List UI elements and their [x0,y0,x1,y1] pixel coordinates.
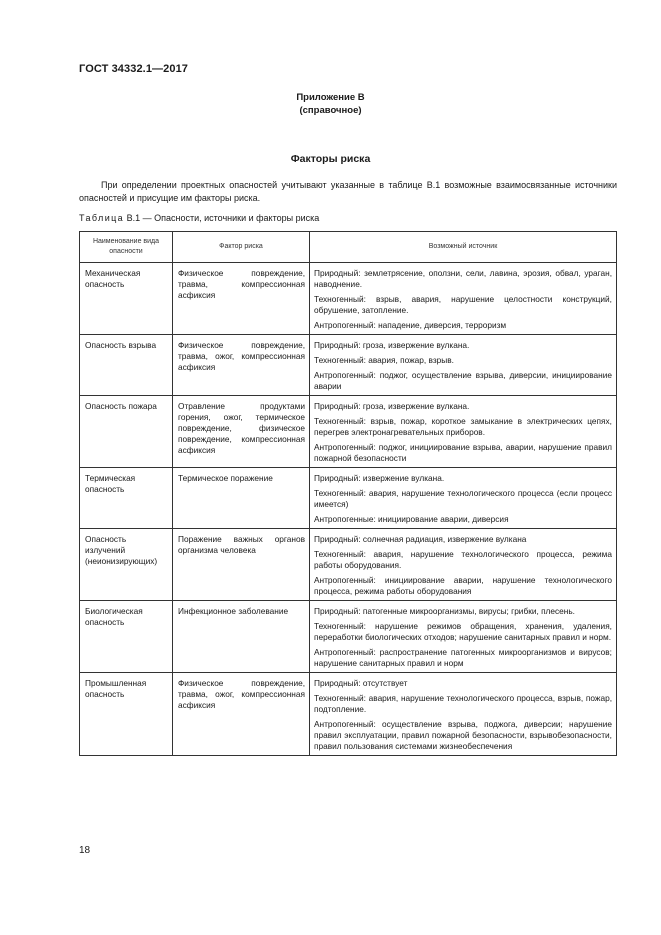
source-natural: Природный: солнечная радиация, извержение вулкана [314,534,527,544]
risk-factors-table [79,231,617,756]
source-technogenic: Техногенный: авария, нарушение технологического процесса (если процесс имеется) [314,488,612,509]
source-natural: Природный: отсутствует [314,678,408,688]
factor-cell: Инфекционное заболевание [173,601,310,673]
source-technogenic: Техногенный: авария, нарушение технологического процесса, взрыв, пожар, подтопление. [314,693,612,714]
table-row [80,601,617,673]
source-technogenic: Техногенный: взрыв, авария, нарушение целостности конструкций, обрушение, затопление. [314,294,612,315]
source-cell [310,263,617,335]
source-cell [310,468,617,529]
page-number: 18 [79,845,91,856]
source-cell [310,529,617,601]
source-cell [310,673,617,756]
table-caption [79,213,319,223]
hazard-cell: Механическая опасность [80,263,173,335]
table-row [80,468,617,529]
intro-paragraph: При определении проектных опасностей учитывают указанные в таблице В.1 возможные взаимосвязанные источники опасностей и присущие им факторы риска. [79,180,617,203]
factor-cell: Физическое повреждение, травма, компрессионная асфиксия [173,263,310,335]
header-possible-source: Возможный источник [310,232,617,263]
hazard-cell: Биологическая опасность [80,601,173,673]
factor-cell: Отравление продуктами горения, ожог, термическое повреждение, физическое повреждение, компрессионная асфиксия [173,396,310,468]
source-cell [310,601,617,673]
hazard-cell: Опасность излучений (неионизирующих) [80,529,173,601]
table-row [80,396,617,468]
source-natural: Природный: извержение вулкана. [314,473,445,483]
source-anthropogenic: Антропогенный: инициирование аварии, нарушение технологического процесса, режима работы оборудования [314,575,612,596]
source-anthropogenic: Антропогенный: поджог, инициирование взрыва, аварии, нарушение правил пожарной безопасности [314,442,612,463]
section-title: Факторы риска [290,153,371,165]
source-cell [310,396,617,468]
source-technogenic: Техногенный: нарушение режимов обращения, хранения, удаления, переработки биологических отходов; нарушение санитарных правил и норм. [314,621,612,642]
source-anthropogenic: Антропогенный: осуществление взрыва, поджога, диверсии; нарушение правил эксплуатации, правил пожарной безопасности, взрывобезопасности, правил пользования системами жизнеобеспечения [314,719,612,751]
source-natural: Природный: землетрясение, оползни, сели, лавина, эрозия, обвал, ураган, наводнение. [314,268,612,289]
table-caption-text: В.1 — Опасности, источники и факторы риска [124,213,320,223]
document-code: ГОСТ 34332.1—2017 [79,63,189,75]
hazard-cell: Термическая опасность [80,468,173,529]
appendix-heading [0,91,661,117]
source-technogenic: Техногенный: авария, пожар, взрыв. [314,355,454,365]
hazard-cell: Промышленная опасность [80,673,173,756]
factor-cell: Физическое повреждение, травма, ожог, компрессионная асфиксия [173,673,310,756]
hazard-cell: Опасность взрыва [80,335,173,396]
appendix-subtitle: (справочное) [299,105,362,116]
source-anthropogenic: Антропогенный: поджог, осуществление взрыва, диверсии, инициирование аварии [314,370,612,391]
table-row [80,529,617,601]
source-natural: Природный: гроза, извержение вулкана. [314,401,470,411]
header-hazard-type: Наименование вида опасности [80,232,173,263]
source-anthropogenic: Антропогенные: инициирование аварии, диверсия [314,514,509,524]
source-natural: Природный: патогенные микроорганизмы, вирусы; грибки, плесень. [314,606,575,616]
source-anthropogenic: Антропогенный: нападение, диверсия, терроризм [314,320,507,330]
appendix-title: Приложение В [296,92,365,103]
source-technogenic: Техногенный: взрыв, пожар, короткое замыкание в электрических цепях, перегрев электронагревательных приборов. [314,416,612,437]
table-row [80,673,617,756]
hazard-cell: Опасность пожара [80,396,173,468]
source-cell [310,335,617,396]
header-risk-factor: Фактор риска [173,232,310,263]
factor-cell: Физическое повреждение, травма, ожог, компрессионная асфиксия [173,335,310,396]
source-technogenic: Техногенный: авария, нарушение технологического процесса, режима работы оборудования. [314,549,612,570]
source-natural: Природный: гроза, извержение вулкана. [314,340,470,350]
table-caption-prefix: Таблица [79,213,125,223]
table-row [80,335,617,396]
source-anthropogenic: Антропогенный: распространение патогенных микроорганизмов и вирусов; нарушение санитарных правил и норм [314,647,612,668]
factor-cell: Термическое поражение [173,468,310,529]
table-header-row [80,232,617,263]
table-row [80,263,617,335]
factor-cell: Поражение важных органов организма человека [173,529,310,601]
